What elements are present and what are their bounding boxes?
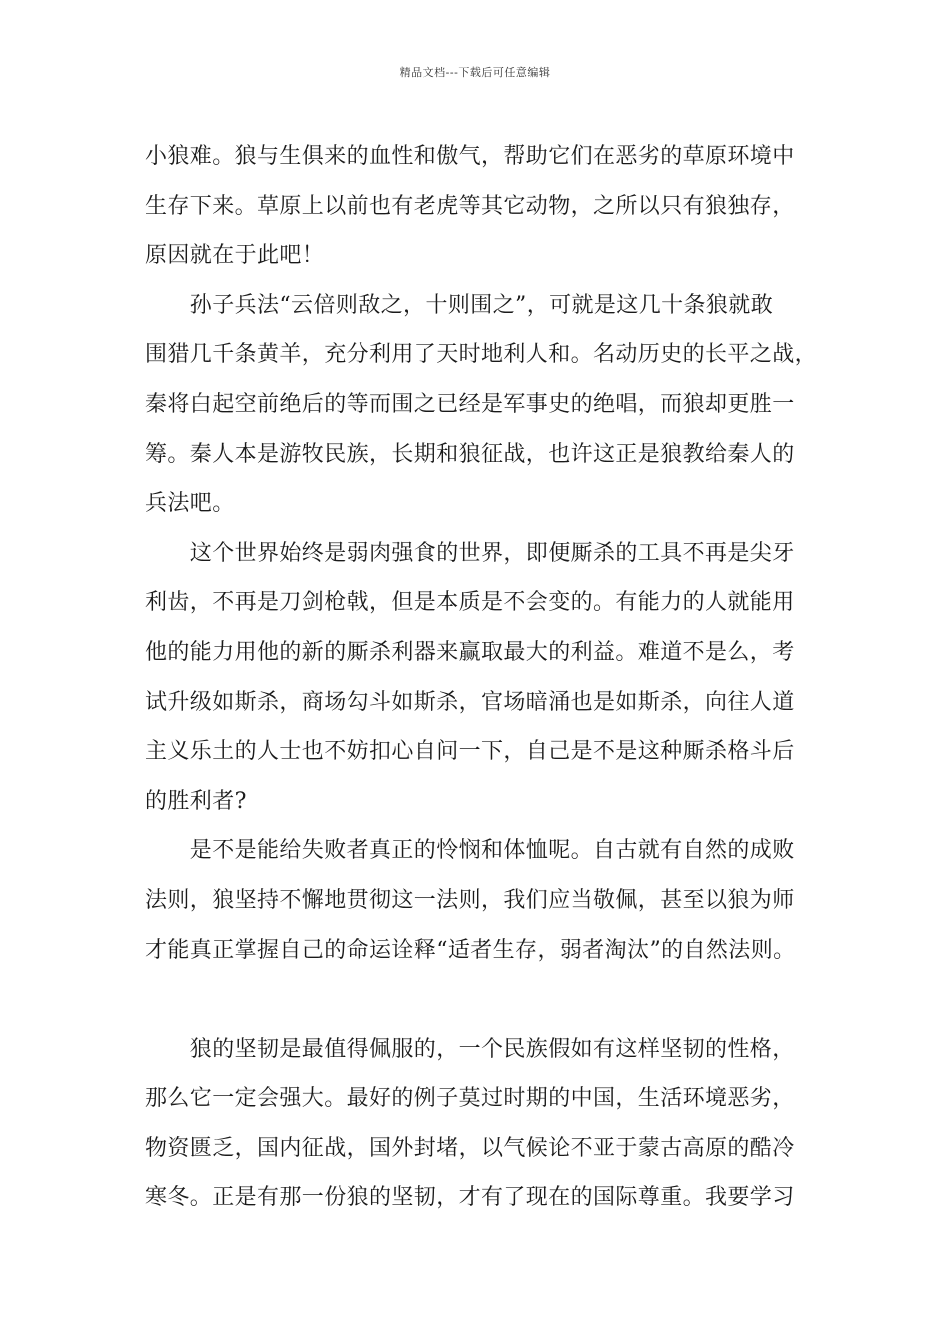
text-line: 孙子兵法“云倍则敌之，十则围之”，可就是这几十条狼就敢 [145,292,774,318]
text-line: 小狼难。狼与生俱来的血性和傲气，帮助它们在恶劣的草原环境中 [145,144,795,169]
document-body [145,132,825,1223]
paragraph [145,529,825,827]
text-line: 原因就在于此吧！ [145,243,325,269]
text-line: 主义乐土的人士也不妨扣心自问一下，自己是不是这种厮杀格斗后 [145,739,795,765]
text-line: 那么它一定会强大。最好的例子莫过时期的中国，生活环境恶劣， [145,1086,795,1112]
paragraph [145,132,825,281]
page-header: 精品文档---下载后可任意编辑 [399,66,551,79]
paragraph [145,1025,825,1223]
text-line: 他的能力用他的新的厮杀利器来赢取最大的利益。难道不是么，考 [145,639,795,665]
text-line: 筹。秦人本是游牧民族，长期和狼征战，也许这正是狼教给秦人的 [145,441,795,467]
paragraph-gap [145,975,825,1025]
text-line: 物资匮乏，国内征战，国外封堵，以气候论不亚于蒙古高原的酷冷 [145,1135,795,1161]
text-line: 这个世界始终是弱肉强食的世界，即便厮杀的工具不再是尖牙 [145,540,795,566]
text-line: 狼的坚韧是最值得佩服的，一个民族假如有这样坚韧的性格， [145,1036,795,1062]
paragraph [145,826,825,975]
text-line: 生存下来。草原上以前也有老虎等其它动物，之所以只有狼独存， [145,193,795,219]
text-line: 试升级如斯杀，商场勾斗如斯杀，官场暗涌也是如斯杀，向往人道 [145,689,795,715]
text-line: 才能真正掌握自己的命运诠释“适者生存，弱者淘汰”的自然法则。 [145,937,796,963]
text-line: 是不是能给失败者真正的怜悯和体恤呢。自古就有自然的成败 [145,838,795,864]
text-line: 利齿，不再是刀剑枪戟，但是本质是不会变的。有能力的人就能用 [145,590,795,616]
text-line: 兵法吧。 [145,491,235,517]
text-line: 秦将白起空前绝后的等而围之已经是军事史的绝唱，而狼却更胜一 [145,391,795,417]
text-line: 法则，狼坚持不懈地贯彻这一法则，我们应当敬佩，甚至以狼为师 [145,887,795,913]
paragraph [145,281,825,529]
text-line: 围猎几千条黄羊，充分利用了天时地利人和。名动历史的长平之战， [145,342,818,368]
text-line: 寒冬。正是有那一份狼的坚韧，才有了现在的国际尊重。我要学习 [145,1185,795,1211]
text-line: 的胜利者? [145,788,247,814]
